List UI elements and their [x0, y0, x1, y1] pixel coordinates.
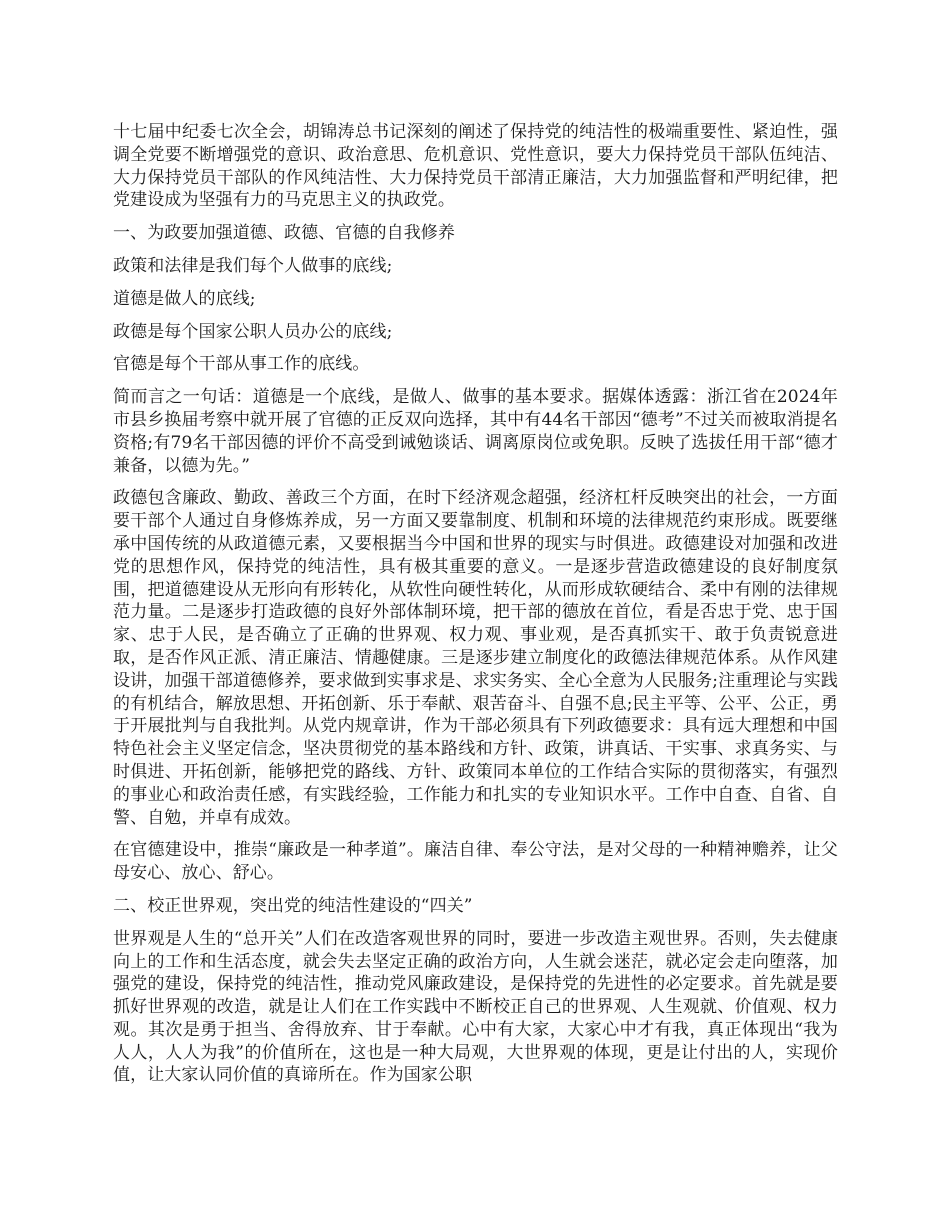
section-heading-1: 一、为政要加强道德、政德、官德的自我修养	[113, 223, 455, 244]
paragraph-line-policy: 政策和法律是我们每个人做事的底线;	[113, 255, 393, 276]
paragraph-worldview: 世界观是人生的“总开关”人们在改造客观世界的同时，要进一步改造主观世界。否则，失去健康向上的工作和生活态度，就会失去坚定正确的政治方向，人生就会迷茫，就必定会走向堕落，加强党的建设，保持党的纯洁性，推动党风廉政建设，是保持党的先进性的必定要求。首先就是要抓好世界观的改造，就是让人们在工作实践中不断校正自己的世界观、人生观就、价值观、权力观。其次是勇于担当、舍得放弃、甘于奉献。心中有大家，大家心中才有我，真正体现出“我为人人，人人为我”的价值所在，这也是一种大局观，大世界观的体现，更是让付出的人，实现价值，让大家认同价值的真谛所在。作为国家公职	[113, 928, 838, 1086]
paragraph-line-morality: 道德是做人的底线;	[113, 288, 256, 309]
paragraph-summary: 简而言之一句话：道德是一个底线，是做人、做事的基本要求。据媒体透露：浙江省在2024年市县乡换届考察中就开展了官德的正反双向选择，其中有44名干部因“德考”不过关而被取消提名资格;有79名干部因德的评价不高受到诫勉谈话、调离原岗位或免职。反映了选拔任用干部“德才兼备，以德为先。”	[113, 387, 838, 476]
document-body	[113, 121, 838, 1097]
paragraph-intro: 十七届中纪委七次全会，胡锦涛总书记深刻的阐述了保持党的纯洁性的极端重要性、紧迫性，强调全党要不断增强党的意识、政治意思、危机意识、党性意识，要大力保持党员干部队伍纯洁、大力保持党员干部队的作风纯洁性、大力保持党员干部清正廉洁，大力加强监督和严明纪律，把党建设成为坚强有力的马克思主义的执政党。	[113, 122, 838, 211]
paragraph-line-political-ethics: 政德是每个国家公职人员办公的底线;	[113, 321, 393, 342]
paragraph-political-ethics: 政德包含廉政、勤政、善政三个方面，在时下经济观念超强，经济杠杆反映突出的社会，一方面要干部个人通过自身修炼养成，另一方面又要靠制度、机制和环境的法律规范约束形成。既要继承中国传统的从政道德元素，又要根据当今中国和世界的现实与时俱进。政德建设对加强和改进党的思想作风，保持党的纯洁性，具有极其重要的意义。一是逐步营造政德建设的良好制度氛围，把道德建设从无形向有形转化，从软性向硬性转化，从而形成软硬结合、柔中有刚的法律规范力量。二是逐步打造政德的良好外部体制环境，把干部的德放在首位，看是否忠于党、忠于国家、忠于人民，是否确立了正确的世界观、权力观、事业观，是否真抓实干、敢于负责锐意进取，是否作风正派、清正廉洁、情趣健康。三是逐步建立制度化的政德法律规范体系。从作风建设讲，加强干部道德修养，要求做到实事求是、求实务实、全心全意为人民服务;注重理论与实践的有机结合，解放思想、开拓创新、乐于奉献、艰苦奋斗、自强不息;民主平等、公平、公正，勇于开展批判与自我批判。从党内规章讲，作为干部必须具有下列政德要求：具有远大理想和中国特色社会主义坚定信念，坚决贯彻党的基本路线和方针、政策，讲真话、干实事、求真务实、与时俱进、开拓创新，能够把党的路线、方针、政策同本单位的工作结合实际的贯彻落实，有强烈的事业心和政治责任感，有实践经验，工作能力和扎实的专业知识水平。工作中自查、自省、自警、自勉，并卓有成效。	[113, 488, 838, 828]
section-heading-2: 二、校正世界观，突出党的纯洁性建设的“四关”	[113, 895, 473, 916]
paragraph-line-official-ethics: 官德是每个干部从事工作的底线。	[113, 354, 370, 375]
paragraph-official-ethics: 在官德建设中，推崇“廉政是一种孝道”。廉洁自律、奉公守法，是对父母的一种精神赡养，让父母安心、放心、舒心。	[113, 840, 838, 884]
